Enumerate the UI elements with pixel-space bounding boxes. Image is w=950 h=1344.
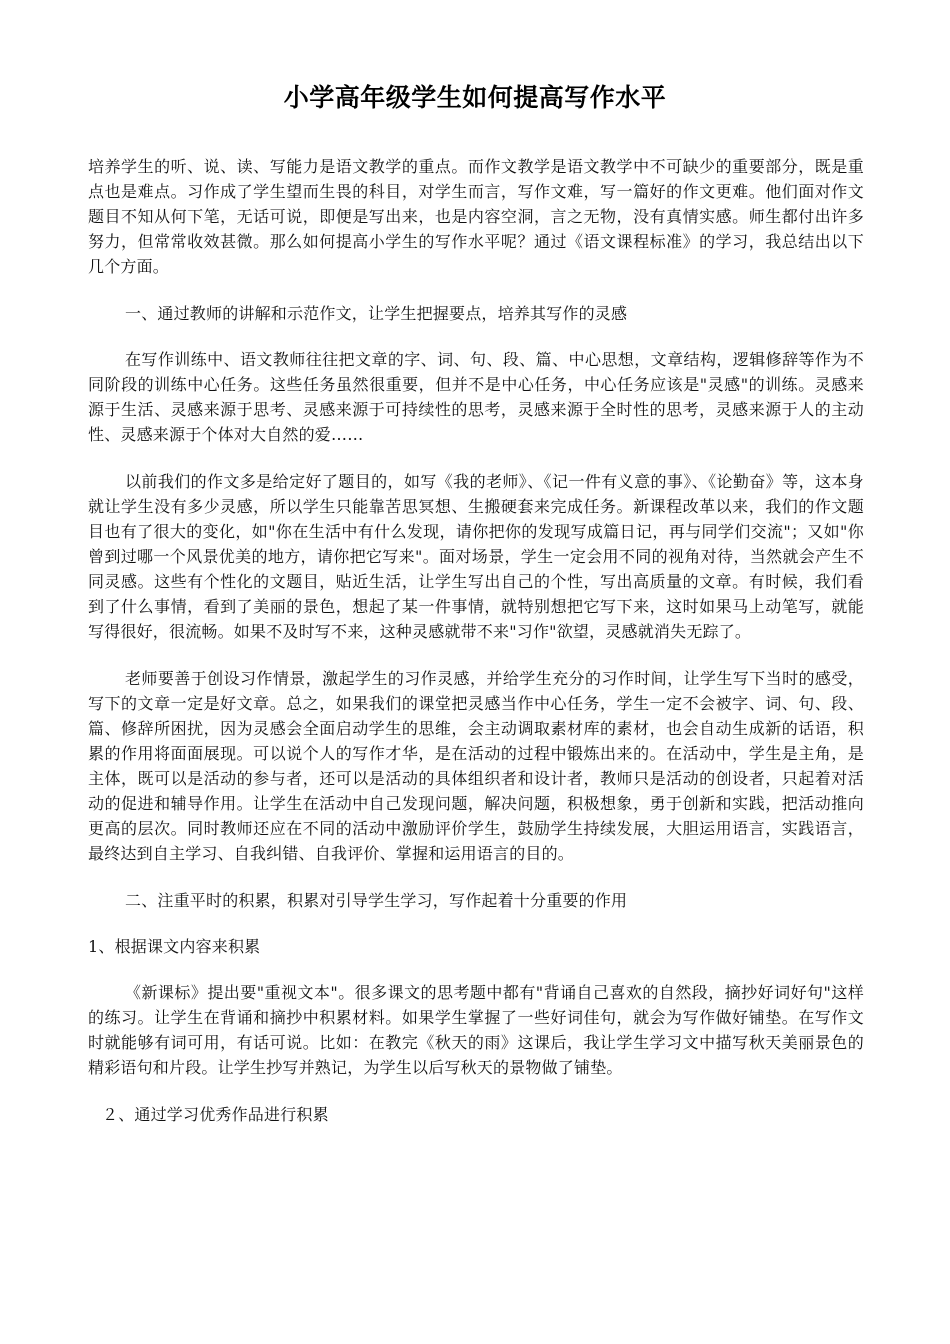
body-paragraph: 在写作训练中、语文教师往往把文章的字、词、句、段、篇、中心思想，文章结构，逻辑修辞等作为不同阶段的训练中心任务。这些任务虽然很重要，但并不是中心任务，中心任务应该是"灵感"的训练。灵感来源于生活、灵感来源于思考、灵感来源于可持续性的思考，灵感来源于全时性的思考，灵感来源于人的主动性、灵感来源于个体对大自然的爱…… — [88, 350, 864, 444]
section-heading-2: 二、注重平时的积累，积累对引导学生学习，写作起着十分重要的作用 — [125, 891, 628, 910]
body-paragraph: 以前我们的作文多是给定好了题目的，如写《我的老师》、《记一件有义意的事》、《论勤奋》等，这本身就让学生没有多少灵感，所以学生只能靠苦思冥想、生搬硬套来完成任务。新课程改革以来，我们的作文题目也有了很大的变化，如"你在生活中有什么发现，请你把你的发现写成篇日记，再与同学们交流"；又如"你曾到过哪一个风景优美的地方，请你把它写来"。面对场景，学生一定会用不同的视角对待，当然就会产生不同灵感。这些有个性化的文题目，贴近生活，让学生写出自己的个性，写出高质量的文章。有时候，我们看到了什么事情，看到了美丽的景色，想起了某一件事情，就特别想把它写下来，这时如果马上动笔写，就能写得很好，很流畅。如果不及时写不来，这种灵感就带不来"习作"欲望，灵感就消失无踪了。 — [88, 472, 864, 641]
section-heading-1: 一、通过教师的讲解和示范作文，让学生把握要点，培养其写作的灵感 — [125, 304, 628, 323]
body-paragraph: 《新课标》提出要"重视文本"。很多课文的思考题中都有"背诵自己喜欢的自然段，摘抄好词好句"这样的练习。让学生在背诵和摘抄中积累材料。如果学生掌握了一些好词佳句，就会为写作做好铺垫。在写作文时就能够有词可用，有话可说。比如：在教完《秋天的雨》这课后，我让学生学习文中描写秋天美丽景色的精彩语句和片段。让学生抄写并熟记，为学生以后写秋天的景物做了铺垫。 — [88, 983, 864, 1077]
document-body — [88, 154, 864, 1148]
document-title: 小学高年级学生如何提高写作水平 — [283, 83, 667, 112]
subheading-1: 1、根据课文内容来积累 — [88, 937, 261, 956]
subheading-2: ２、通过学习优秀作品进行积累 — [102, 1105, 329, 1124]
body-paragraph: 老师要善于创设习作情景，激起学生的习作灵感，并给学生充分的习作时间，让学生写下当时的感受，写下的文章一定是好文章。总之，如果我们的课堂把灵感当作中心任务，学生一定不会被字、词、句、段、篇、修辞所困扰，因为灵感会全面启动学生的思维，会主动调取素材库的素材，也会自动生成新的话语，积累的作用将面面展现。可以说个人的写作才华，是在活动的过程中锻炼出来的。在活动中，学生是主角，是主体，既可以是活动的参与者，还可以是活动的具体组织者和设计者，教师只是活动的创设者，只起着对活动的促进和辅导作用。让学生在活动中自己发现问题，解决问题，积极想象，勇于创新和实践，把活动推向更高的层次。同时教师还应在不同的活动中激励评价学生，鼓励学生持续发展，大胆运用语言，实践语言，最终达到自主学习、自我纠错、自我评价、掌握和运用语言的目的。 — [88, 669, 864, 863]
intro-paragraph: 培养学生的听、说、读、写能力是语文教学的重点。而作文教学是语文教学中不可缺少的重要部分，既是重点也是难点。习作成了学生望而生畏的科目，对学生而言，写作文难，写一篇好的作文更难。他们面对作文题目不知从何下笔，无话可说，即便是写出来，也是内容空洞，言之无物，没有真情实感。师生都付出许多努力，但常常收效甚微。那么如何提高小学生的写作水平呢？通过《语文课程标准》的学习，我总结出以下几个方面。 — [88, 157, 864, 276]
